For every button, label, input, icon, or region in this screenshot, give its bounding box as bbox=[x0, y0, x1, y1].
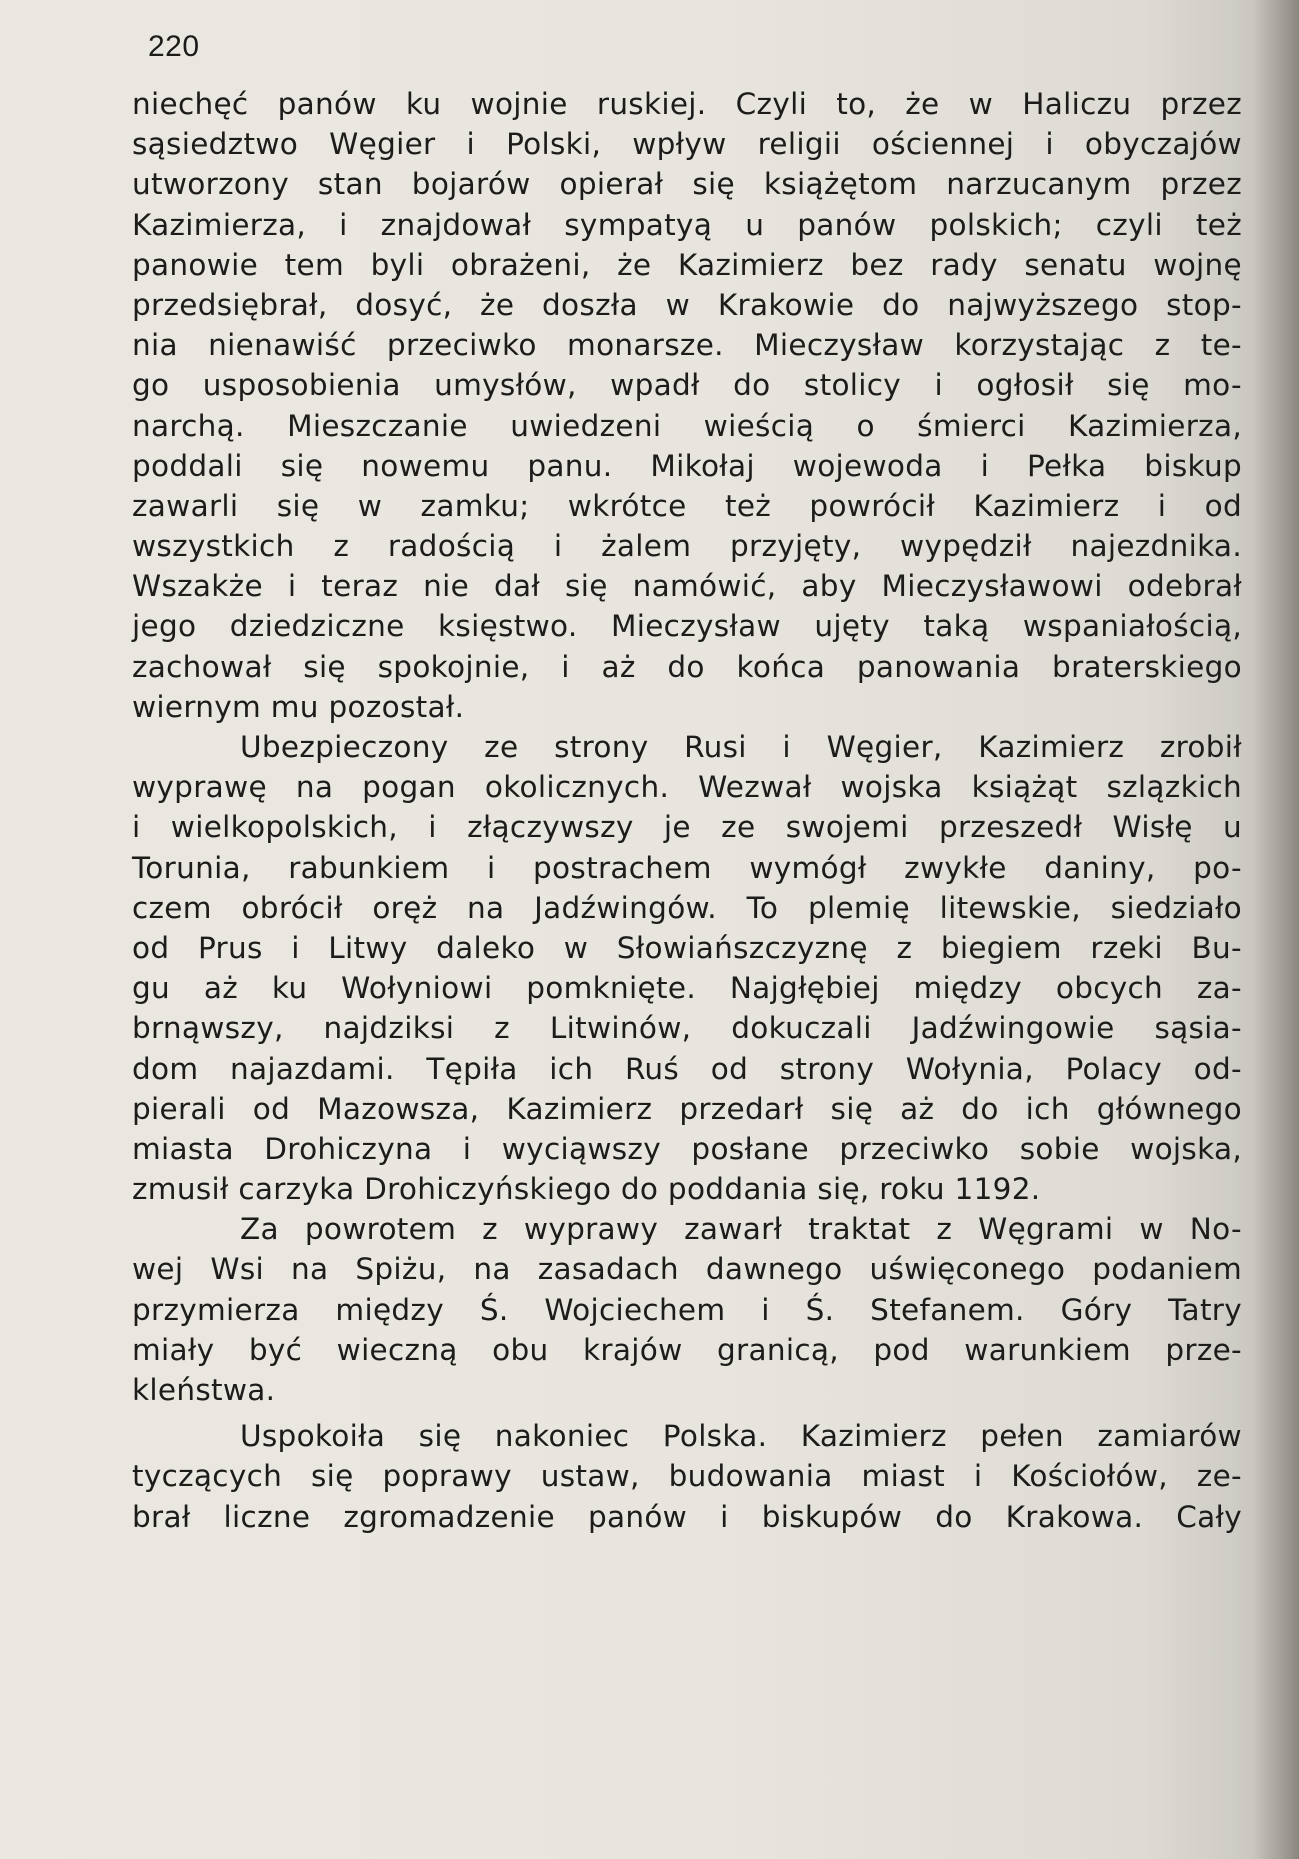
text-line: przymierza między Ś. Wojciechem i Ś. Stefanem. Góry Tatry bbox=[132, 1292, 1242, 1327]
paragraph-1 bbox=[132, 84, 1242, 727]
text-line: kleństwa. bbox=[132, 1373, 276, 1407]
text-line: wej Wsi na Spiżu, na zasadach dawnego uświęconego podaniem bbox=[132, 1252, 1242, 1287]
text-line: od Prus i Litwy daleko w Słowiańszczyznę z biegiem rzeki Bu- bbox=[132, 930, 1242, 965]
text-line: czem obrócił oręż na Jadźwingów. To plemię litewskie, siedziało bbox=[132, 890, 1242, 925]
text-line: zmusił carzyka Drohiczyńskiego do poddania się, roku 1192. bbox=[132, 1172, 1041, 1207]
text-line: zawarli się w zamku; wkrótce też powrócił Kazimierz i od bbox=[132, 488, 1242, 523]
text-line: i wielkopolskich, i złączywszy je ze swojemi przeszedł Wisłę u bbox=[132, 810, 1242, 845]
paragraph-2 bbox=[132, 727, 1242, 1209]
text-line: przedsiębrał, dosyć, że doszła w Krakowie do najwyższego stop- bbox=[132, 287, 1242, 322]
text-line: wiernym mu pozostał. bbox=[132, 689, 465, 724]
text-line: nia nienawiść przeciwko monarsze. Mieczysław korzystając z te- bbox=[132, 328, 1242, 363]
text-line: Za powrotem z wyprawy zawarł traktat z Węgrami w No- bbox=[240, 1212, 1242, 1247]
text-line: Kazimierza, i znajdował sympatyą u panów polskich; czyli też bbox=[132, 207, 1242, 242]
text-line: gu aż ku Wołyniowi pomknięte. Najgłębiej między obcych za- bbox=[132, 971, 1242, 1006]
text-line: jego dziedziczne księstwo. Mieczysław ujęty taką wspaniałością, bbox=[132, 609, 1242, 644]
text-line: wszystkich z radością i żalem przyjęty, wypędził najezdnika. bbox=[132, 529, 1242, 564]
text-line: go usposobienia umysłów, wpadł do stolicy i ogłosił się mo- bbox=[132, 368, 1242, 403]
text-line: miały być wieczną obu krajów granicą, pod warunkiem prze- bbox=[132, 1332, 1242, 1367]
body-text bbox=[132, 84, 1242, 1537]
text-line: Wszakże i teraz nie dał się namówić, aby Mieczysławowi odebrał bbox=[132, 569, 1242, 604]
text-line: niechęć panów ku wojnie ruskiej. Czyli to, że w Haliczu przez bbox=[132, 87, 1242, 121]
text-line: miasta Drohiczyna i wyciąwszy posłane przeciwko sobie wojska, bbox=[132, 1131, 1242, 1166]
text-line: Ubezpieczony ze strony Rusi i Węgier, Kazimierz zrobił bbox=[240, 730, 1242, 764]
page-edge-shadow bbox=[1253, 0, 1299, 1859]
page-number: 220 bbox=[148, 30, 200, 63]
text-line: brał liczne zgromadzenie panów i biskupów do Krakowa. Cały bbox=[132, 1499, 1242, 1534]
text-line: pierali od Mazowsza, Kazimierz przedarł się aż do ich głównego bbox=[132, 1091, 1242, 1126]
paragraph-4 bbox=[132, 1416, 1242, 1537]
text-line: brnąwszy, najdziksi z Litwinów, dokuczali Jadźwingowie sąsia- bbox=[132, 1011, 1242, 1046]
text-line: wyprawę na pogan okolicznych. Wezwał wojska książąt szlązkich bbox=[132, 770, 1242, 805]
text-line: Torunia, rabunkiem i postrachem wymógł zwykłe daniny, po- bbox=[132, 850, 1242, 885]
text-line: tyczących się poprawy ustaw, budowania miast i Kościołów, ze- bbox=[132, 1459, 1242, 1494]
text-line: utworzony stan bojarów opierał się książętom narzucanym przez bbox=[132, 167, 1242, 202]
text-line: narchą. Mieszczanie uwiedzeni wieścią o śmierci Kazimierza, bbox=[132, 408, 1242, 443]
text-line: dom najazdami. Tępiła ich Ruś od strony Wołynia, Polacy od- bbox=[132, 1051, 1242, 1086]
text-line: panowie tem byli obrażeni, że Kazimierz bez rady senatu wojnę bbox=[132, 247, 1242, 282]
paragraph-3 bbox=[132, 1209, 1242, 1410]
text-line: zachował się spokojnie, i aż do końca panowania braterskiego bbox=[132, 649, 1242, 684]
text-line: Uspokoiła się nakoniec Polska. Kazimierz pełen zamiarów bbox=[240, 1419, 1242, 1454]
text-line: poddali się nowemu panu. Mikołaj wojewoda i Pełka biskup bbox=[132, 448, 1242, 483]
text-line: sąsiedztwo Węgier i Polski, wpływ religii ościennej i obyczajów bbox=[132, 127, 1242, 162]
